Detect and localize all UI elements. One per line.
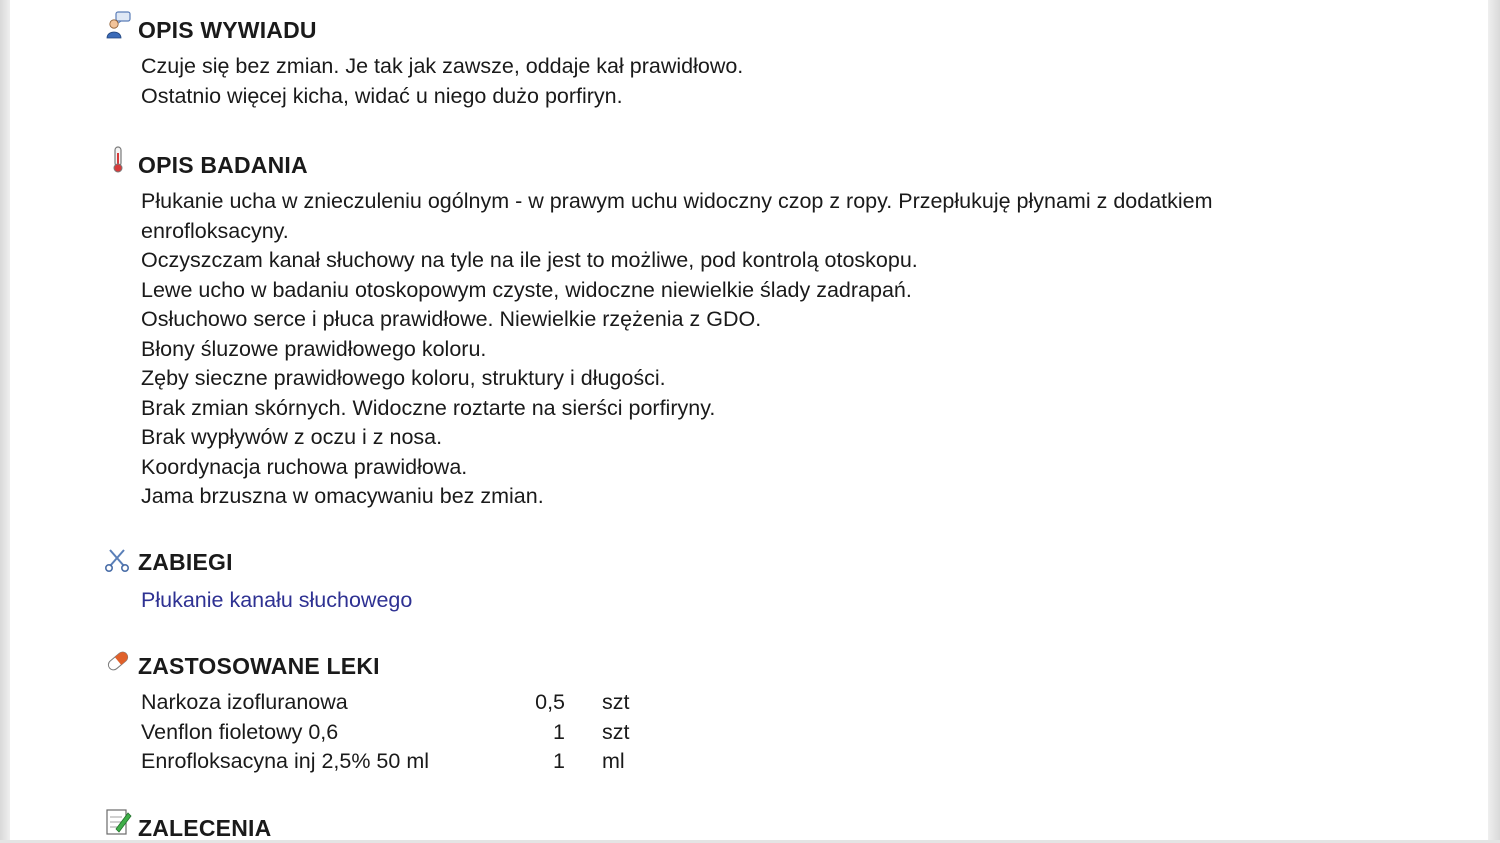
medication-unit: szt bbox=[602, 690, 630, 714]
medication-quantity: 0,5 bbox=[535, 690, 565, 714]
section-heading-zalecenia: ZALECENIA bbox=[138, 815, 272, 841]
medication-row bbox=[141, 718, 741, 748]
notepad-pencil-icon bbox=[104, 807, 132, 837]
text-line: Osłuchowo serce i płuca prawidłowe. Niewielkie rzężenia z GDO. bbox=[141, 307, 762, 331]
pill-icon bbox=[104, 647, 132, 677]
medication-unit: ml bbox=[602, 749, 625, 773]
medication-name: Venflon fioletowy 0,6 bbox=[141, 719, 339, 744]
section-heading-wywiad: OPIS WYWIADU bbox=[138, 17, 317, 43]
medication-row bbox=[141, 747, 741, 777]
section-heading-leki: ZASTOSOWANE LEKI bbox=[138, 653, 380, 679]
procedure-link[interactable]: Płukanie kanału słuchowego bbox=[141, 588, 413, 612]
person-speech-icon bbox=[104, 11, 132, 41]
medication-unit: szt bbox=[602, 719, 630, 744]
page-left-shadow bbox=[0, 0, 10, 840]
section-heading-zabiegi: ZABIEGI bbox=[138, 549, 233, 575]
text-line: Płukanie ucha w znieczuleniu ogólnym - w prawym uchu widoczny czop z ropy. Przepłukuję płynami z dodatkiem bbox=[141, 189, 1213, 213]
text-line: enrofloksacyny. bbox=[141, 218, 289, 243]
document-page bbox=[10, 0, 1488, 840]
badanie-text bbox=[141, 187, 1213, 512]
medication-name: Enrofloksacyna inj 2,5% 50 ml bbox=[141, 749, 430, 773]
thermometer-icon bbox=[104, 145, 132, 175]
text-line: Koordynacja ruchowa prawidłowa. bbox=[141, 454, 468, 479]
text-line: Jama brzuszna w omacywaniu bez zmian. bbox=[141, 484, 544, 508]
section-heading-badanie: OPIS BADANIA bbox=[138, 152, 308, 178]
wywiad-text bbox=[141, 52, 743, 111]
text-line: Lewe ucho w badaniu otoskopowym czyste, widoczne niewielkie ślady zadrapań. bbox=[141, 277, 912, 302]
page-right-shadow bbox=[1488, 0, 1500, 840]
medication-quantity: 1 bbox=[553, 749, 565, 773]
medication-row bbox=[141, 688, 741, 718]
text-line: Brak wypływów z oczu i z nosa. bbox=[141, 425, 443, 449]
text-line: Brak zmian skórnych. Widoczne roztarte na sierści porfiryny. bbox=[141, 395, 716, 420]
text-line: Błony śluzowe prawidłowego koloru. bbox=[141, 336, 487, 361]
text-line: Zęby sieczne prawidłowego koloru, struktury i długości. bbox=[141, 366, 666, 390]
medications-table bbox=[141, 688, 741, 777]
text-line: Oczyszczam kanał słuchowy na tyle na ile jest to możliwe, pod kontrolą otoskopu. bbox=[141, 248, 918, 272]
medication-quantity: 1 bbox=[553, 719, 565, 744]
scissors-icon bbox=[104, 544, 132, 574]
medication-name: Narkoza izofluranowa bbox=[141, 690, 348, 714]
text-line: Ostatnio więcej kicha, widać u niego dużo porfiryn. bbox=[141, 83, 623, 108]
text-line: Czuje się bez zmian. Je tak jak zawsze, oddaje kał prawidłowo. bbox=[141, 54, 744, 78]
